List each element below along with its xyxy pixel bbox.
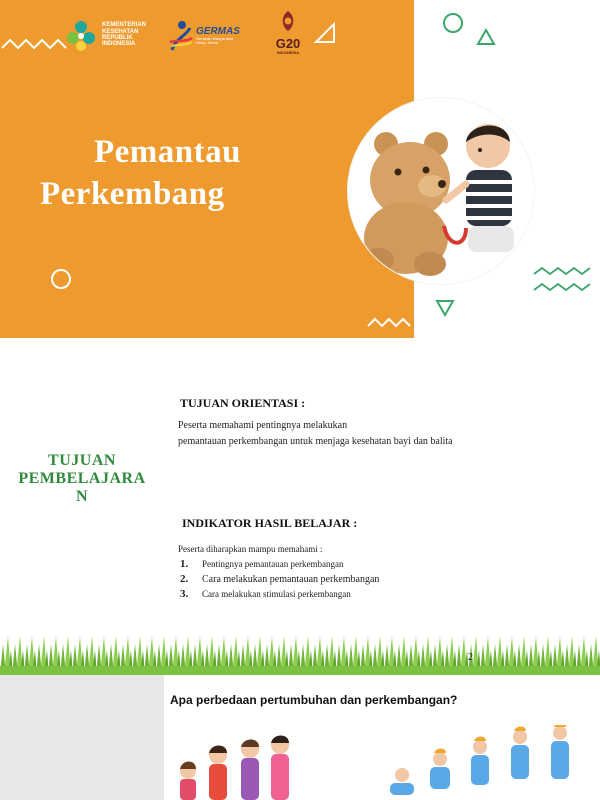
circle-decoration-icon: [48, 266, 74, 292]
page-number: 2: [468, 652, 473, 663]
g20-logo: [268, 10, 308, 55]
development-stages-illustration-icon: [380, 725, 596, 800]
indikator-item: [180, 573, 379, 585]
triangle-decoration-icon: [312, 20, 338, 46]
slide-learning-goals: [0, 338, 600, 675]
item-number: 3.: [180, 588, 189, 600]
item-number: 2.: [180, 573, 189, 585]
circle-outline-green-icon: [440, 10, 466, 36]
tujuan-text-2: pemantauan perkembangan untuk menjaga kesehatan bayi dan balita: [178, 436, 453, 447]
germas-label: GERMAS: [196, 25, 240, 37]
cover-title-line1: Pemantau: [94, 134, 241, 170]
indikator-intro: Peserta diharapkan mampu memahami :: [178, 544, 323, 554]
kemenkes-emblem-icon: [64, 18, 98, 52]
g20-sub-label: INDONESIA: [276, 49, 300, 55]
item-text: Cara melakukan stimulasi perkembangan: [202, 589, 351, 599]
germas-logo: [168, 20, 244, 52]
item-text: Cara melakukan pemantauan perkembangan: [202, 574, 380, 585]
kemenkes-text-2: KESEHATAN: [102, 28, 139, 35]
germas-sub-label: Gerakan Masyarakat Hidup Sehat: [196, 36, 234, 46]
kemenkes-text-4: INDONESIA: [102, 41, 136, 48]
g20-emblem-icon: [277, 10, 299, 32]
germas-figure-icon: [168, 20, 194, 52]
child-teddy-photo: [348, 98, 534, 284]
question-text: Apa perbedaan pertumbuhan dan perkembangan?: [170, 693, 458, 707]
indikator-heading: INDIKATOR HASIL BELAJAR :: [182, 516, 358, 530]
teddy-bear-child-illustration-icon: [348, 98, 534, 284]
item-text: Pentingnya pemantauan perkembangan: [202, 559, 344, 569]
zigzag-decoration-icon: [366, 314, 416, 332]
tujuan-heading: TUJUAN ORIENTASI :: [180, 396, 306, 410]
tujuan-text-1: Peserta memahami pentingnya melakukan: [178, 420, 348, 431]
cover-title-line2: Perkembang: [40, 176, 225, 212]
gray-side-bar: [0, 675, 164, 800]
zigzag-green-decoration-icon: [532, 262, 596, 296]
item-number: 1.: [180, 558, 189, 570]
growing-children-illustration-icon: [170, 717, 300, 800]
triangle-outline-green-icon: [474, 26, 498, 48]
g20-label: G20: [275, 36, 301, 51]
indikator-item: [180, 558, 343, 570]
zigzag-decoration-icon: [0, 28, 70, 56]
kemenkes-logo: [64, 18, 146, 52]
indikator-item: [180, 588, 351, 600]
grass-decoration-icon: [0, 630, 600, 675]
slide-cover: [0, 0, 600, 338]
slide-question: [0, 675, 600, 800]
side-title: TUJUAN PEMBELAJARA N: [18, 452, 146, 505]
kemenkes-text-3: REPUBLIK: [102, 35, 133, 41]
triangle-outline-green-icon: [434, 298, 456, 318]
kemenkes-text-1: KEMENTERIAN: [102, 22, 147, 29]
